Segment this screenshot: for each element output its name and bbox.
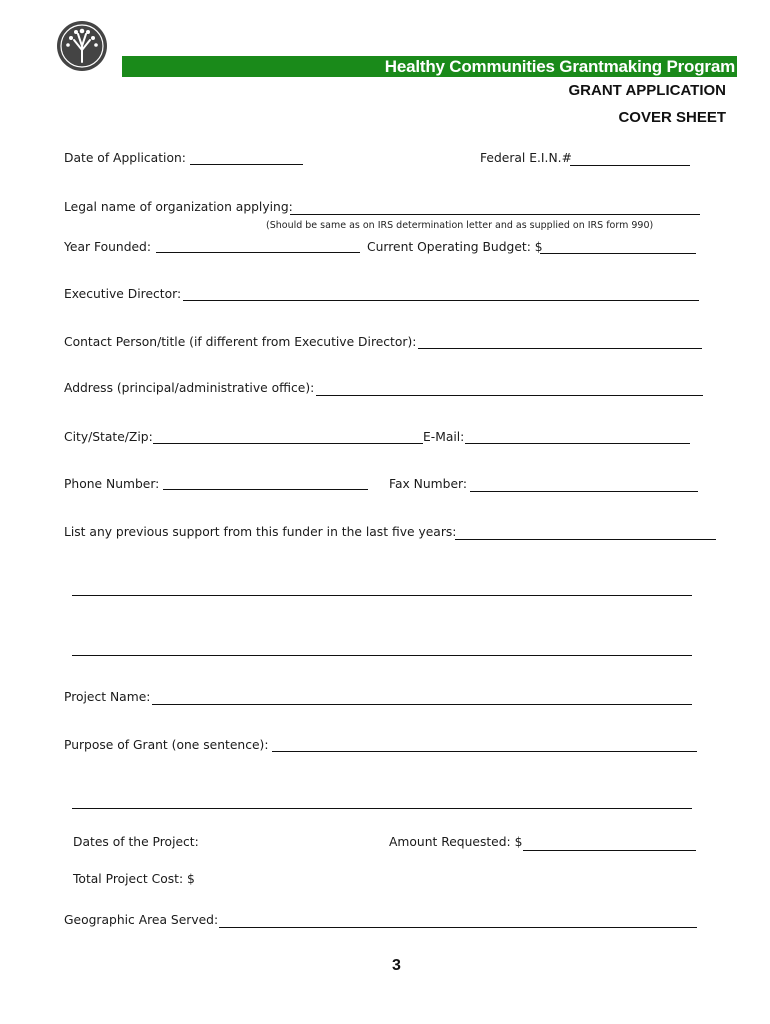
operating-budget-label: Current Operating Budget: $	[367, 240, 543, 254]
executive-director-field[interactable]	[183, 300, 699, 301]
legal-name-note: (Should be same as on IRS determination letter and as supplied on IRS form 990)	[266, 220, 654, 231]
purpose-label: Purpose of Grant (one sentence):	[64, 738, 269, 752]
project-name-label: Project Name:	[64, 690, 151, 704]
year-founded-label: Year Founded:	[64, 240, 152, 254]
date-of-application-label: Date of Application:	[64, 151, 186, 165]
date-of-application-field[interactable]	[190, 164, 303, 165]
previous-support-line-2[interactable]	[72, 595, 692, 596]
email-label: E-Mail:	[423, 430, 465, 444]
executive-director-label: Executive Director:	[64, 287, 182, 301]
legal-name-label: Legal name of organization applying:	[64, 200, 293, 214]
legal-name-field[interactable]	[290, 214, 700, 215]
contact-person-field[interactable]	[418, 348, 702, 349]
federal-ein-field[interactable]	[570, 165, 690, 166]
program-title: Healthy Communities Grantmaking Program	[384, 57, 735, 76]
amount-requested-field[interactable]	[523, 850, 696, 851]
amount-requested-label: Amount Requested: $	[389, 835, 523, 849]
email-field[interactable]	[465, 443, 690, 444]
fax-label: Fax Number:	[389, 477, 467, 491]
geographic-area-label: Geographic Area Served:	[64, 913, 219, 927]
purpose-line-2[interactable]	[72, 808, 692, 809]
previous-support-label: List any previous support from this funder in the last five years:	[64, 525, 457, 539]
phone-label: Phone Number:	[64, 477, 160, 491]
operating-budget-field[interactable]	[540, 253, 696, 254]
address-field[interactable]	[316, 395, 703, 396]
purpose-field[interactable]	[272, 751, 697, 752]
fax-field[interactable]	[470, 491, 698, 492]
address-label: Address (principal/administrative office):	[64, 381, 315, 395]
total-project-cost-label: Total Project Cost: $	[73, 872, 195, 886]
previous-support-line-3[interactable]	[72, 655, 692, 656]
city-state-zip-label: City/State/Zip:	[64, 430, 153, 444]
geographic-area-field[interactable]	[219, 927, 697, 928]
page-number: 3	[392, 957, 401, 974]
federal-ein-label: Federal E.I.N.#	[480, 151, 572, 165]
contact-person-label: Contact Person/title (if different from Executive Director):	[64, 335, 417, 349]
form-title: GRANT APPLICATION	[568, 82, 726, 99]
project-name-field[interactable]	[152, 704, 692, 705]
phone-field[interactable]	[163, 489, 368, 490]
year-founded-field[interactable]	[156, 252, 360, 253]
form-subtitle: COVER SHEET	[618, 109, 726, 126]
city-state-zip-field[interactable]	[153, 443, 423, 444]
dates-of-project-label: Dates of the Project:	[73, 835, 199, 849]
tree-logo-icon	[56, 20, 108, 72]
program-banner	[122, 56, 737, 77]
previous-support-field[interactable]	[455, 539, 716, 540]
